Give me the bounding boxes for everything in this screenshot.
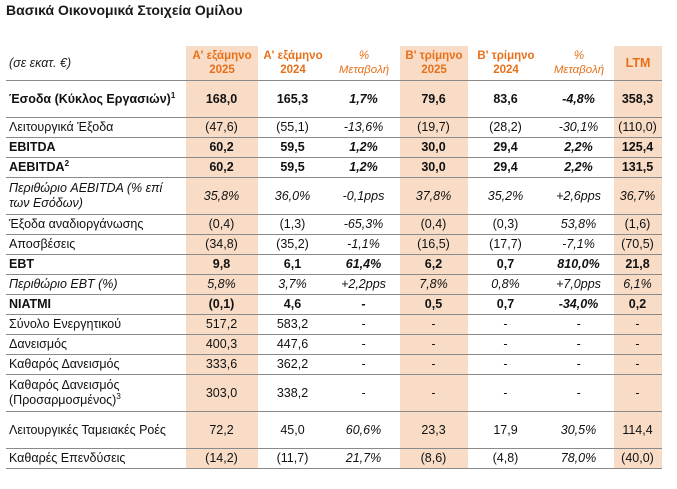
cell: 303,0 (186, 375, 258, 412)
cell: 60,2 (186, 138, 258, 158)
row-label: Σύνολο Ενεργητικού (6, 315, 186, 335)
cell: 400,3 (186, 335, 258, 355)
cell: - (544, 315, 614, 335)
cell: 583,2 (258, 315, 328, 335)
row-label: Καθαρός Δανεισμός $(\Pi\rho o\sigma\alpha\rho\mu o\sigma\mu έ\nu o\varsigma)^3$ (6, 375, 186, 412)
cell: 362,2 (258, 355, 328, 375)
row-label: Λειτουργικά Έξοδα (6, 118, 186, 138)
cell: 338,2 (258, 375, 328, 412)
table-row (6, 295, 662, 315)
header-q2-2024: Β' τρίμηνο 2024 (477, 50, 535, 76)
cell: - (400, 375, 468, 412)
cell: - (614, 375, 662, 412)
cell: -0,1pps (328, 178, 400, 215)
row-label: Περιθώριο AEBITDA (% επί των Εσόδων) (6, 178, 186, 215)
cell: - (328, 315, 400, 335)
cell: (19,7) (400, 118, 468, 138)
table-row (6, 449, 662, 469)
cell: 810,0% (544, 255, 614, 275)
cell: 61,4% (328, 255, 400, 275)
cell: - (468, 355, 544, 375)
cell: 37,8% (400, 178, 468, 215)
cell: - (544, 335, 614, 355)
cell: 5,8% (186, 275, 258, 295)
table-row (6, 215, 662, 235)
cell: 60,6% (328, 412, 400, 449)
header-q2-change: % Μεταβολή (553, 50, 605, 76)
page-title: Βασικά Οικονομικά Στοιχεία Ομίλου (6, 2, 243, 18)
cell: (40,0) (614, 449, 662, 469)
cell: 517,2 (186, 315, 258, 335)
cell: (70,5) (614, 235, 662, 255)
cell: (0,4) (186, 215, 258, 235)
cell: 36,7% (614, 178, 662, 215)
cell: 0,5 (400, 295, 468, 315)
cell: 36,0% (258, 178, 328, 215)
cell: 2,2% (544, 138, 614, 158)
row-label: Δανεισμός (6, 335, 186, 355)
cell: 30,0 (400, 158, 468, 178)
cell: 1,2% (328, 138, 400, 158)
cell: 3,7% (258, 275, 328, 295)
cell: 0,7 (468, 255, 544, 275)
cell: 30,5% (544, 412, 614, 449)
cell: 125,4 (614, 138, 662, 158)
cell: +2,2pps (328, 275, 400, 295)
cell: - (328, 355, 400, 375)
cell: (17,7) (468, 235, 544, 255)
cell: 53,8% (544, 215, 614, 235)
cell: (14,2) (186, 449, 258, 469)
table-row (6, 255, 662, 275)
cell: -4,8% (544, 81, 614, 118)
row-label: Λειτουργικές Ταμειακές Ροές (6, 412, 186, 449)
cell: 7,8% (400, 275, 468, 295)
cell: -65,3% (328, 215, 400, 235)
row-label: Καθαρός Δανεισμός (6, 355, 186, 375)
header-ltm: LTM (614, 46, 662, 81)
header-h1-change: % Μεταβολή (338, 50, 390, 76)
cell: -13,6% (328, 118, 400, 138)
cell: 45,0 (258, 412, 328, 449)
cell: 0,8% (468, 275, 544, 295)
cell: (55,1) (258, 118, 328, 138)
cell: - (468, 335, 544, 355)
cell: - (468, 315, 544, 335)
table-header-row (6, 46, 662, 81)
cell: (110,0) (614, 118, 662, 138)
cell: - (328, 295, 400, 315)
row-label: Καθαρές Επενδύσεις (6, 449, 186, 469)
cell: 35,2% (468, 178, 544, 215)
cell: (34,8) (186, 235, 258, 255)
cell: 4,6 (258, 295, 328, 315)
table-row (6, 118, 662, 138)
cell: +2,6pps (544, 178, 614, 215)
cell: 6,1 (258, 255, 328, 275)
row-label: Περιθώριο EBT (%) (6, 275, 186, 295)
cell: - (400, 335, 468, 355)
cell: 59,5 (258, 138, 328, 158)
row-label: EBT (6, 255, 186, 275)
cell: (1,3) (258, 215, 328, 235)
cell: 23,3 (400, 412, 468, 449)
table-row (6, 412, 662, 449)
cell: - (328, 375, 400, 412)
cell: -34,0% (544, 295, 614, 315)
row-label: Έξοδα αναδιοργάνωσης (6, 215, 186, 235)
cell: - (400, 315, 468, 335)
table-row (6, 275, 662, 295)
header-q2-2025: Β' τρίμηνο 2025 (400, 46, 468, 81)
cell: (47,6) (186, 118, 258, 138)
cell: 114,4 (614, 412, 662, 449)
cell: 2,2% (544, 158, 614, 178)
cell: 358,3 (614, 81, 662, 118)
cell: (4,8) (468, 449, 544, 469)
cell: 333,6 (186, 355, 258, 375)
cell: 168,0 (186, 81, 258, 118)
table-row (6, 315, 662, 335)
cell: - (614, 355, 662, 375)
cell: - (400, 355, 468, 375)
cell: 1,2% (328, 158, 400, 178)
cell: 165,3 (258, 81, 328, 118)
unit-label: (σε εκατ. €) (9, 56, 72, 70)
cell: 83,6 (468, 81, 544, 118)
table-row (6, 138, 662, 158)
row-label: ΝΙΑΤΜΙ (6, 295, 186, 315)
cell: 0,7 (468, 295, 544, 315)
cell: +7,0pps (544, 275, 614, 295)
cell: 72,2 (186, 412, 258, 449)
cell: 0,2 (614, 295, 662, 315)
cell: (8,6) (400, 449, 468, 469)
cell: 21,7% (328, 449, 400, 469)
row-label: Αποσβέσεις (6, 235, 186, 255)
row-label: EBITDA (6, 138, 186, 158)
table-row (6, 335, 662, 355)
cell: (11,7) (258, 449, 328, 469)
cell: - (544, 355, 614, 375)
row-label: AEBITDA$^2$ (6, 158, 186, 178)
cell: (28,2) (468, 118, 544, 138)
cell: 29,4 (468, 138, 544, 158)
table-row (6, 235, 662, 255)
cell: 78,0% (544, 449, 614, 469)
row-label: Έσοδα (Κύκλος Εργασιών)$^1$ (6, 81, 186, 118)
cell: (1,6) (614, 215, 662, 235)
cell: (35,2) (258, 235, 328, 255)
cell: 447,6 (258, 335, 328, 355)
cell: - (544, 375, 614, 412)
header-h1-2025: Α' εξάμηνο 2025 (186, 46, 258, 81)
cell: (16,5) (400, 235, 468, 255)
cell: (0,3) (468, 215, 544, 235)
table-row (6, 355, 662, 375)
cell: 35,8% (186, 178, 258, 215)
cell: - (468, 375, 544, 412)
cell: (0,1) (186, 295, 258, 315)
cell: 79,6 (400, 81, 468, 118)
cell: - (614, 315, 662, 335)
cell: 29,4 (468, 158, 544, 178)
table-row (6, 81, 662, 118)
cell: -30,1% (544, 118, 614, 138)
cell: 1,7% (328, 81, 400, 118)
cell: 30,0 (400, 138, 468, 158)
cell: (0,4) (400, 215, 468, 235)
cell: 60,2 (186, 158, 258, 178)
cell: 131,5 (614, 158, 662, 178)
financial-table (6, 46, 662, 469)
cell: 21,8 (614, 255, 662, 275)
header-h1-2024: Α' εξάμηνο 2024 (263, 50, 323, 76)
cell: 9,8 (186, 255, 258, 275)
cell: 59,5 (258, 158, 328, 178)
cell: 6,2 (400, 255, 468, 275)
cell: -7,1% (544, 235, 614, 255)
table-row (6, 178, 662, 215)
table-row (6, 375, 662, 412)
cell: - (328, 335, 400, 355)
cell: 17,9 (468, 412, 544, 449)
cell: -1,1% (328, 235, 400, 255)
table-row (6, 158, 662, 178)
cell: - (614, 335, 662, 355)
cell: 6,1% (614, 275, 662, 295)
